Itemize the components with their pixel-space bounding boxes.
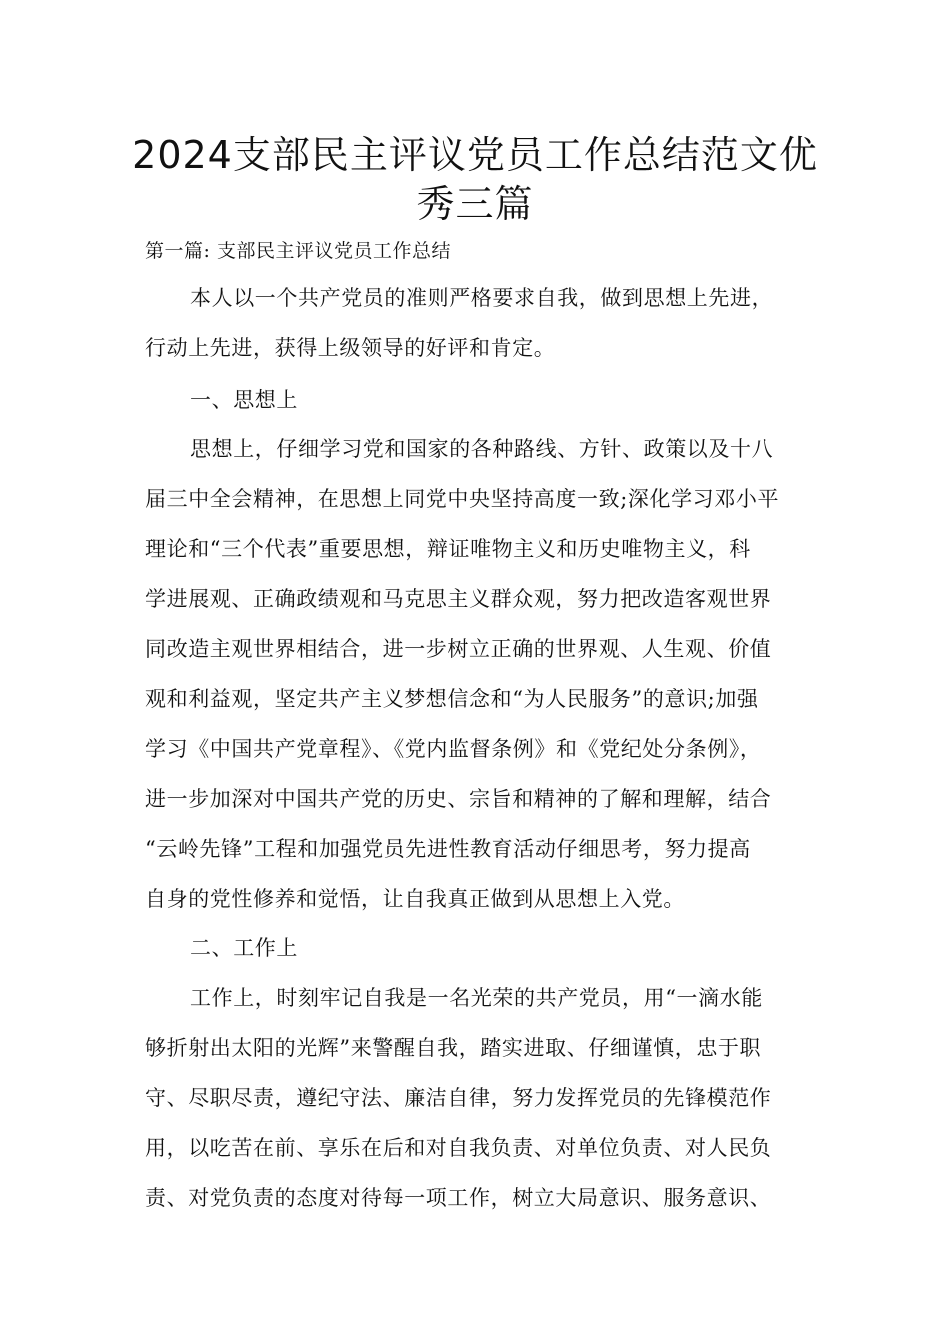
paragraph-line: 届三中全会精神，在思想上同党中央坚持高度一致;深化学习邓小平 [145,487,780,511]
paragraph-line: 思想上，仔细学习党和国家的各种路线、方针、政策以及十八 [190,437,774,461]
paragraph-line: 用，以吃苦在前、享乐在后和对自我负责、对单位负责、对人民负 [145,1136,772,1160]
paragraph-thought [145,424,810,924]
paragraph-work [145,973,810,1223]
heading-thought: 一、思想上 [190,388,298,412]
paragraph-line: 责、对党负责的态度对待每一项工作，树立大局意识、服务意识、 [145,1186,772,1210]
document-title-line-2: 秀三篇 [416,182,534,226]
paragraph-line: 观和利益观，坚定共产主义梦想信念和“为人民服务”的意识;加强 [145,687,759,711]
paragraph-line: 守、尽职尽责，遵纪守法、廉洁自律，努力发挥党员的先锋模范作 [145,1086,772,1110]
paragraph-line: 工作上，时刻牢记自我是一名光荣的共产党员，用“一滴水能 [190,986,763,1010]
intro-paragraph [145,273,810,373]
paragraph-line: 行动上先进，获得上级领导的好评和肯定。 [145,336,556,360]
paragraph-line: 本人以一个共产党员的准则严格要求自我，做到思想上先进， [190,286,774,310]
paragraph-line: “云岭先锋”工程和加强党员先进性教育活动仔细思考，努力提高 [145,837,751,861]
paragraph-line: 自身的党性修养和觉悟，让自我真正做到从思想上入党。 [145,887,685,911]
heading-work: 二、工作上 [190,936,298,960]
paragraph-line: 学习《中国共产党章程》、《党内监督条例》和《党纪处分条例》， [145,737,762,761]
section-label: 第一篇: 支部民主评议党员工作总结 [145,240,451,262]
paragraph-line: 进一步加深对中国共产党的历史、宗旨和精神的了解和理解，结合 [145,787,772,811]
document-title-line-1: 2024支部民主评议党员工作总结范文优 [132,133,818,177]
paragraph-line: 够折射出太阳的光辉”来警醒自我，踏实进取、仔细谨慎，忠于职 [145,1036,762,1060]
paragraph-line: 同改造主观世界相结合，进一步树立正确的世界观、人生观、价值 [145,637,772,661]
paragraph-line: 理论和“三个代表”重要思想，辩证唯物主义和历史唯物主义，科 [145,537,751,561]
paragraph-line: 学进展观、正确政绩观和马克思主义群众观，努力把改造客观世界 [145,587,772,611]
